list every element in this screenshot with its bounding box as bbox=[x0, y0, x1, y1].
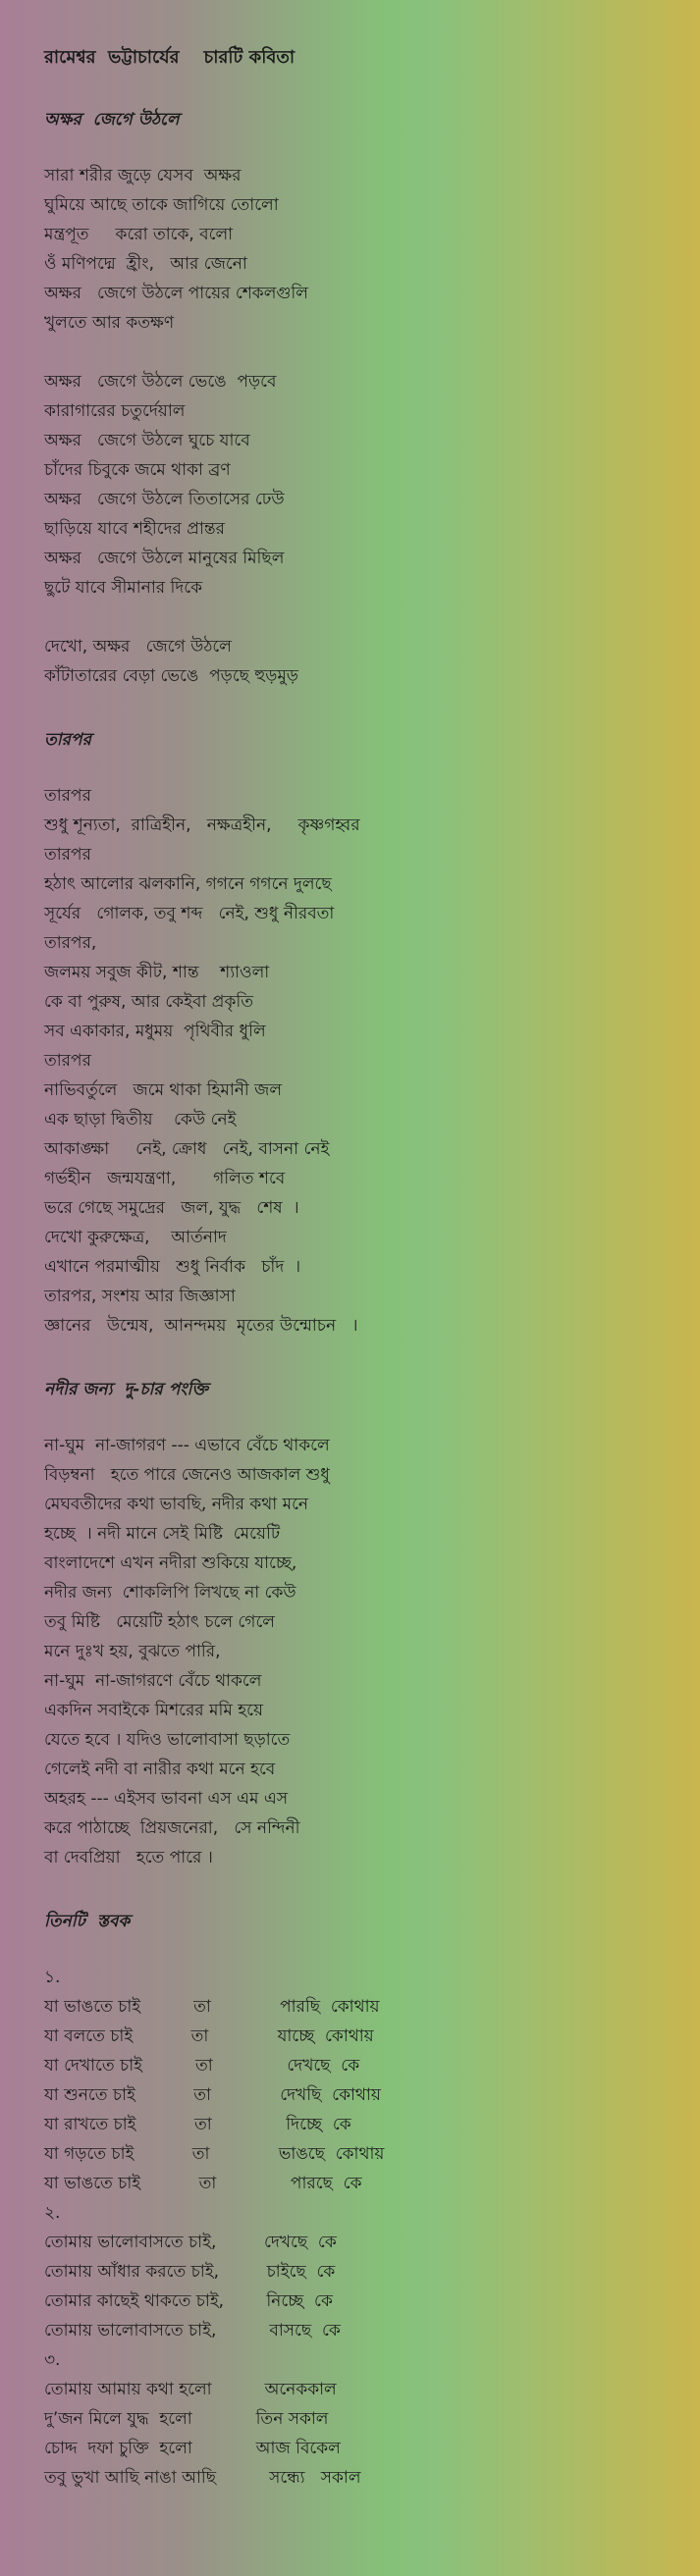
poem bbox=[44, 105, 680, 691]
poem-line: না-ঘুম না-জাগরণে বেঁচে থাকলে bbox=[44, 1671, 262, 1691]
poem-line: কাঁটাতারের বেড়া ভেঙে পড়ছে হুড়মুড় bbox=[44, 666, 298, 686]
poem-line: তারপর, সংশয় আর জিজ্ঞাসা bbox=[44, 1287, 236, 1306]
poem-line: তারপর, bbox=[44, 933, 97, 953]
stanza bbox=[44, 161, 680, 338]
poem-line: দু’জন মিলে যুদ্ধ হলো তিন সকাল bbox=[44, 2409, 329, 2429]
poem-line: তারপর bbox=[44, 845, 91, 865]
document-title: রামেশ্বর ভট্টাচার্যের চারটি কবিতা bbox=[44, 47, 296, 68]
poem-line: সূর্যের গোলক, তবু শব্দ নেই, শুধু নীরবতা bbox=[44, 904, 335, 923]
poem-line: ছাড়িয়ে যাবে শহীদের প্রান্তর bbox=[44, 519, 225, 539]
poem-line: অক্ষর জেগে উঠলে ভেঙে পড়বে bbox=[44, 372, 277, 392]
poem-line: এক ছাড়া দ্বিতীয় কেউ নেই bbox=[44, 1110, 237, 1130]
poem-line: চাঁদের চিবুকে জমে থাকা ব্রণ bbox=[44, 460, 231, 480]
poem-line: করে পাঠাচ্ছে প্রিয়জনেরা, সে নন্দিনী bbox=[44, 1818, 300, 1838]
poem-line: একদিন সবাইকে মিশরের মমি হয়ে bbox=[44, 1701, 263, 1720]
poem-line: মেঘবতীদের কথা ভাবছি, নদীর কথা মনে bbox=[44, 1495, 309, 1514]
poem-line: ৩. bbox=[44, 2350, 61, 2370]
poem-line: অক্ষর জেগে উঠলে ঘুচে যাবে bbox=[44, 431, 250, 450]
stanza bbox=[44, 632, 680, 691]
poem-line: অক্ষর জেগে উঠলে তিতাসের ঢেউ bbox=[44, 490, 285, 509]
poem-line: ছুটে যাবে সীমানার দিকে bbox=[44, 578, 203, 598]
poem-line: জলময় সবুজ কীট, শান্ত শ্যাওলা bbox=[44, 963, 270, 982]
poem-line: তোমায় ভালোবাসতে চাই, দেখছে কে bbox=[44, 2233, 337, 2252]
poem-line: তারপর bbox=[44, 786, 91, 806]
poem-line: কে বা পুরুষ, আর কেইবা প্রকৃতি bbox=[44, 992, 253, 1012]
poem-line: অক্ষর জেগে উঠলে পায়ের শেকলগুলি bbox=[44, 284, 308, 303]
poem-line: তোমার কাছেই থাকতে চাই, নিচ্ছে কে bbox=[44, 2291, 333, 2311]
poem-line: যা ভাঙতে চাই তা পারছি কোথায় bbox=[44, 1997, 380, 2017]
poem-line: নদীর জন্য শোকলিপি লিখছে না কেউ bbox=[44, 1583, 296, 1603]
stanza bbox=[44, 781, 680, 1341]
stanza bbox=[44, 367, 680, 603]
poem-line: সব একাকার, মধুময় পৃথিবীর ধুলি bbox=[44, 1022, 266, 1041]
poem-line: শুধু শূন্যতা, রাত্রিহীন, নক্ষত্রহীন, কৃষ্ণগহ্বর bbox=[44, 815, 360, 835]
poem-line: গেলেই নদী বা নারীর কথা মনে হবে bbox=[44, 1760, 276, 1779]
poem-line: ঘুমিয়ে আছে তাকে জাগিয়ে তোলো bbox=[44, 195, 279, 215]
poem-line: চোদ্দ দফা চুক্তি হলো আজ বিকেল bbox=[44, 2439, 341, 2458]
poem-line: যা বলতে চাই তা যাচ্ছে কোথায় bbox=[44, 2026, 374, 2046]
poem-line: দেখো, অক্ষর জেগে উঠলে bbox=[44, 637, 232, 657]
poem-line: অক্ষর জেগে উঠলে মানুষের মিছিল bbox=[44, 549, 285, 568]
poems-container bbox=[44, 105, 680, 2493]
poem-line: না-ঘুম না-জাগরণ --- এভাবে বেঁচে থাকলে bbox=[44, 1436, 330, 1455]
poem-line: দেখো কুরুক্ষেত্র, আর্তনাদ bbox=[44, 1228, 227, 1247]
poem-line: ২. bbox=[44, 2203, 61, 2223]
poem-title: তিনটি স্তবক bbox=[44, 1912, 131, 1931]
poem-line: যা রাখতে চাই তা দিচ্ছে কে bbox=[44, 2115, 351, 2134]
poem bbox=[44, 725, 680, 1341]
poem-title: নদীর জন্য দু-চার পংক্তি bbox=[44, 1380, 208, 1399]
poem-line: যা ভাঙতে চাই তা পারছে কে bbox=[44, 2174, 362, 2193]
poem-line: বিড়ম্বনা হতে পারে জেনেও আজকাল শুধু bbox=[44, 1465, 330, 1485]
poem-line: ওঁ মণিপদ্মে হ্রীং, আর জেনো bbox=[44, 254, 247, 274]
poem-line: যেতে হবে । যদিও ভালোবাসা ছড়াতে bbox=[44, 1730, 291, 1750]
poem-line: খুলতে আর কতক্ষণ bbox=[44, 313, 175, 333]
poem-line: তবু ভুখা আছি নাঙা আছি সন্ধ্যে সকাল bbox=[44, 2468, 361, 2488]
poem-line: কারাগারের চতুর্দেয়াল bbox=[44, 401, 186, 421]
poem-line: আকাঙ্ক্ষা নেই, ক্রোধ নেই, বাসনা নেই bbox=[44, 1139, 330, 1159]
poem-line: ভরে গেছে সমুদ্রের জল, যুদ্ধ শেষ । bbox=[44, 1198, 299, 1218]
poem-line: মন্ত্রপূত করো তাকে, বলো bbox=[44, 225, 234, 244]
poem-line: গর্ভহীন জন্মযন্ত্রণা, গলিত শবে bbox=[44, 1169, 286, 1188]
poem-title: তারপর bbox=[44, 730, 91, 750]
poem-line: বাংলাদেশে এখন নদীরা শুকিয়ে যাচ্ছে, bbox=[44, 1553, 297, 1573]
poem-line: যা গড়তে চাই তা ভাঙছে কোথায় bbox=[44, 2144, 385, 2164]
poem-line: ১. bbox=[44, 1968, 61, 1987]
poem-line: সারা শরীর জুড়ে যেসব অক্ষর bbox=[44, 166, 242, 185]
poem-line: এখানে পরমাত্মীয় শুধু নির্বাক চাঁদ । bbox=[44, 1257, 301, 1277]
poem-line: মনে দুঃখ হয়, বুঝতে পারি, bbox=[44, 1642, 221, 1661]
poem-line: তোমায় আঁধার করতে চাই, চাইছে কে bbox=[44, 2262, 336, 2282]
poem-line: নাভিবর্তুলে জমে থাকা হিমানী জল bbox=[44, 1080, 283, 1100]
poem-line: তোমায় আমায় কথা হলো অনেককাল bbox=[44, 2380, 337, 2399]
poem-line: যা দেখাতে চাই তা দেখছে কে bbox=[44, 2056, 360, 2076]
poem-line: বা দেবপ্রিয়া হতে পারে । bbox=[44, 1848, 213, 1867]
poem bbox=[44, 1907, 680, 2493]
stanza bbox=[44, 1963, 680, 2493]
poem-line: জ্ঞানের উন্মেষ, আনন্দময় মৃতের উন্মোচন । bbox=[44, 1316, 358, 1336]
poem-line: অহরহ --- এইসব ভাবনা এস এম এস bbox=[44, 1789, 289, 1809]
poem-line: যা শুনতে চাই তা দেখছি কোথায় bbox=[44, 2085, 381, 2105]
poem-line: হচ্ছে । নদী মানে সেই মিষ্টি মেয়েটি bbox=[44, 1524, 281, 1544]
poem-line: তবু মিষ্টি মেয়েটি হঠাৎ চলে গেলে bbox=[44, 1612, 275, 1632]
poem-title: অক্ষর জেগে উঠলে bbox=[44, 110, 180, 130]
stanza bbox=[44, 1431, 680, 1872]
poem bbox=[44, 1375, 680, 1872]
poem-line: তারপর bbox=[44, 1051, 91, 1071]
poem-line: হঠাৎ আলোর ঝলকানি, গগনে গগনে দুলছে bbox=[44, 874, 332, 894]
poem-line: তোমায় ভালোবাসতে চাই, বাসছে কে bbox=[44, 2321, 341, 2340]
